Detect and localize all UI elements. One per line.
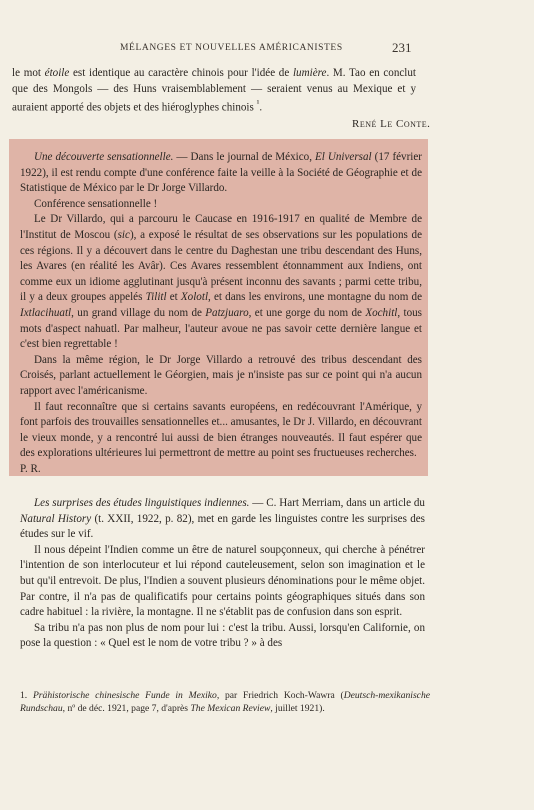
italic-term: Patzjuaro [205,306,249,319]
notice-paragraph-4: Dans la même région, le Dr Jorge Villardo a retrouvé des tribus descendant des Croisés, parlant actuellement le Géorgien, mais je n'insiste pas sur ce point qui n'a aucun rapport avec l'américanisme. [20,353,422,397]
footnote-number: 1. [20,690,33,701]
text-run: (t. XXII, 1922, p. 82), met en garde les linguistes contre les surprises des études sur le vif. [20,512,425,541]
footnote-title: Prähistorische chinesische Funde in Mexiko [32,690,217,701]
text-run: , et dans les environs, une montagne du nom de [208,291,422,304]
footnote-review: The Mexican Review [190,703,271,715]
notice-paragraph-1 [20,150,422,197]
text-run: , par Friedrich Koch-Wawra ( [216,690,344,701]
running-title: MÉLANGES ET NOUVELLES AMÉRICANISTES [120,43,343,53]
text-run: , juillet 1921). [270,703,325,715]
italic-term: lumière [292,67,327,79]
text-run: (17 février 1922), il est rendu compte d'une conférence faite la veille à la Société de Géographie et de Statistique de México par le Dr Jorge Villardo. [20,151,423,195]
linguistics-paragraph-2: Il nous dépeint l'Indien comme un être de naturel soupçonneux, qui cherche à pénétrer l'intention de son interlocuteur et lui répond cauteleusement, selon son imagination et le but qu'il entrevoit. De plus, l'Indien a souvent plusieurs dénominations pour le même objet. Par contre, il n'a pas de qualificatifs pour certains points géographiques situés dans son cadre habituel : la rivière, la montagne. Il ne s'établit pas de confusion dans son esprit. [20,543,425,619]
notice-paragraph-2: Conférence sensationnelle ! [34,197,158,210]
linguistics-paragraph-1 [20,496,425,543]
notice-paragraph-3 [20,212,422,352]
text-run: , nº de déc. 1921, page 7, d'après [62,703,191,715]
italic-term: Xolotl [180,291,209,304]
text-run: . M. Tao en conclut que des Mongols — des Huns vraisemblablement — seraient venus au Mexique et y auraient apporté des objets et des hiéroglyphes chinois [12,67,416,114]
italic-term: étoile [44,67,70,79]
text-run: , et une gorge du nom de [248,306,366,319]
closing-paragraph [12,66,416,116]
footnote-reference[interactable]: ¹ [256,99,260,110]
text-run: Le Dr Villardo, qui a parcouru le Caucase en 1916-1917 en qualité de Membre de l'Institut de Moscou ( [20,213,422,241]
footnote [20,689,430,716]
text-run: , un grand village du nom de [71,306,206,319]
text-run: — Dans le journal de México, [173,151,315,163]
notice-article [20,150,422,477]
italic-term: Tilitl [145,291,167,304]
italic-term: Ixtlacihuatl [20,306,72,319]
text-run: est identique au caractère chinois pour l'idée de [69,67,293,79]
newspaper-name: El Universal [314,151,372,163]
article-title: Les surprises des études linguistiques indiennes. [34,497,250,509]
text-run: — C. Hart Merriam, dans un article du [249,497,425,509]
italic-term: Xochitl [365,306,398,319]
text-run: le mot [12,67,45,79]
footnote-journal: Deutsch-mexikanische Rundschau [20,690,430,715]
page-header [0,40,534,58]
text-run: , tous mots d'aspect nahuatl. Par malheur, l'auteur avoue ne pas savoir cette dernière langue et c'est bien regrettable ! [20,306,422,351]
text-run: ), a exposé le résultat de ses observations sur les populations de ces régions. Il y a découvert dans le centre du Daghestan une tribu descendant des Huns, les Avares (en réalité les Avâr). Ces Avares ressemblent étonnamment aux Indiens, ont comme eux un idiome agglutinant jusqu'à présent inconnu des savants ; parmi cette tribu, il y a deux groupes appelés [20,228,423,304]
page-number: 231 [392,40,412,55]
journal-name: Natural History [20,512,92,525]
author-signature: René Le Conte. [352,118,431,130]
text-run: et [166,291,181,304]
article-title: Une découverte sensationnelle. [34,151,174,163]
linguistics-article [20,496,425,652]
author-initials: P. R. [20,462,41,475]
text-run: . [259,101,263,114]
linguistics-paragraph-3: Sa tribu n'a pas non plus de nom pour lui : c'est la tribu. Aussi, lorsqu'en Californie, on pose la question : « Quel est le nom de votre tribu ? » à des [20,621,425,650]
notice-paragraph-5: Il faut reconnaître que si certains savants européens, en redécouvrant l'Amérique, y font parfois des trouvailles sensationnelles et... amusantes, le Dr J. Villardo, en découvrant le vieux monde, y a rencontré lui aussi de bien étranges nouveautés. Il faut espérer que des explorations ultérieures lui permettront de mettre au point ses fructueuses recherches. [20,400,422,460]
italic-term: sic [117,228,130,241]
